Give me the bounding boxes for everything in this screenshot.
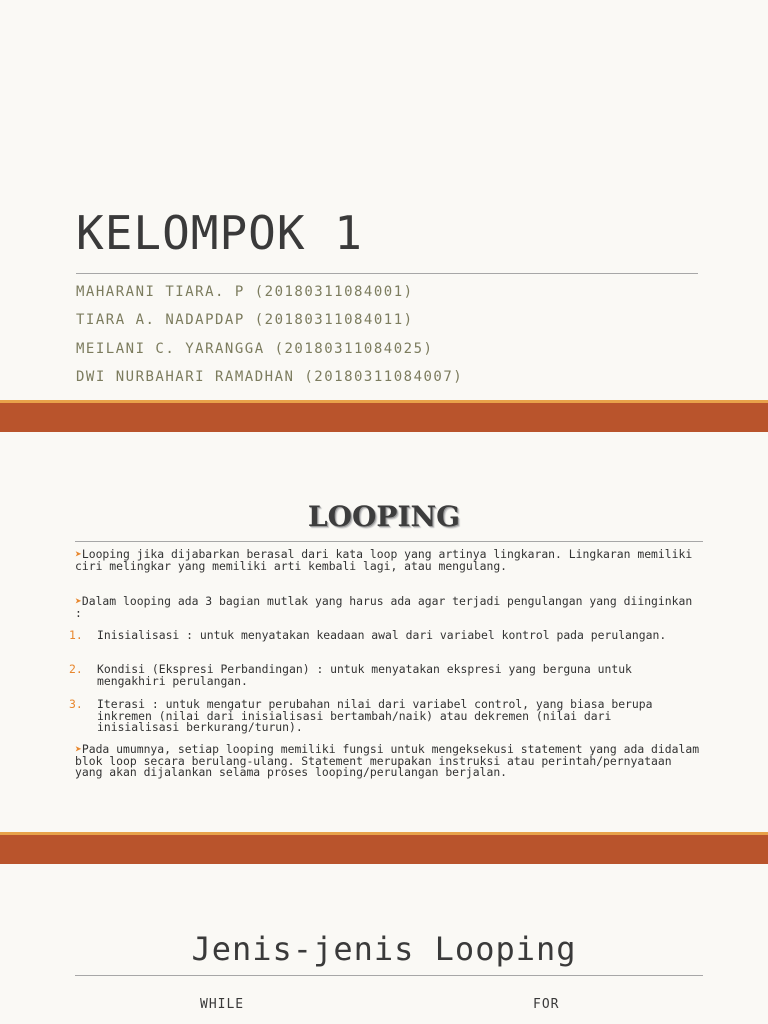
- bullet-paragraph: ➤Pada umumnya, setiap looping memiliki fungsi untuk mengeksekusi statement yang ada didalam blok loop secara berulang-ulang. Statement merupakan instruksi atau perintah/pernyataan yang akan dijalankan selama proses looping/perulangan berjalan.: [75, 742, 700, 779]
- bullet-arrow-icon: ➤: [75, 742, 82, 756]
- slide-separator-band: [0, 400, 768, 432]
- title-divider: [75, 541, 703, 542]
- column-heading-for: FOR: [533, 997, 560, 1012]
- member-name: TIARA A. NADAPDAP (20180311084011): [76, 312, 414, 328]
- member-name: MEILANI C. YARANGGA (20180311084025): [76, 341, 434, 357]
- member-name: MAHARANI TIARA. P (20180311084001): [76, 284, 414, 300]
- title-divider: [76, 273, 698, 274]
- bullet-paragraph: ➤Dalam looping ada 3 bagian mutlak yang harus ada agar terjadi pengulangan yang diinginkan :: [75, 594, 693, 620]
- numbered-item: 3. Iterasi : untuk mengatur perubahan nilai dari variabel control, yang biasa berupa inkremen (nilai dari inisialisasi bertambah/naik) atau dekremen (nilai dari inisialisasi berkurang/turun).: [69, 697, 653, 734]
- slide-looping: [0, 432, 768, 832]
- bullet-arrow-icon: ➤: [75, 547, 82, 561]
- bullet-paragraph: ➤Looping jika dijabarkan berasal dari kata loop yang artinya lingkaran. Lingkaran memiliki ciri melingkar yang memiliki arti kembali lagi, atau mengulang.: [75, 547, 693, 573]
- bullet-arrow-icon: ➤: [75, 594, 82, 608]
- column-heading-while: WHILE: [200, 997, 245, 1012]
- slide-kelompok: [0, 0, 768, 400]
- member-name: DWI NURBAHARI RAMADHAN (20180311084007): [76, 369, 464, 385]
- numbered-item: 1. Inisialisasi : untuk menyatakan keadaan awal dari variabel kontrol pada perulangan.: [69, 628, 667, 642]
- slide-jenis-looping: [0, 864, 768, 1024]
- title-divider: [75, 975, 703, 976]
- slide-title: LOOPING: [307, 500, 461, 533]
- slide-title: KELOMPOK 1: [76, 206, 363, 260]
- slide-separator-band: [0, 832, 768, 864]
- numbered-item: 2. Kondisi (Ekspresi Perbandingan) : untuk menyatakan ekspresi yang berguna untuk mengakhiri perulangan.: [69, 662, 632, 688]
- slide-title: Jenis-jenis Looping: [191, 930, 577, 968]
